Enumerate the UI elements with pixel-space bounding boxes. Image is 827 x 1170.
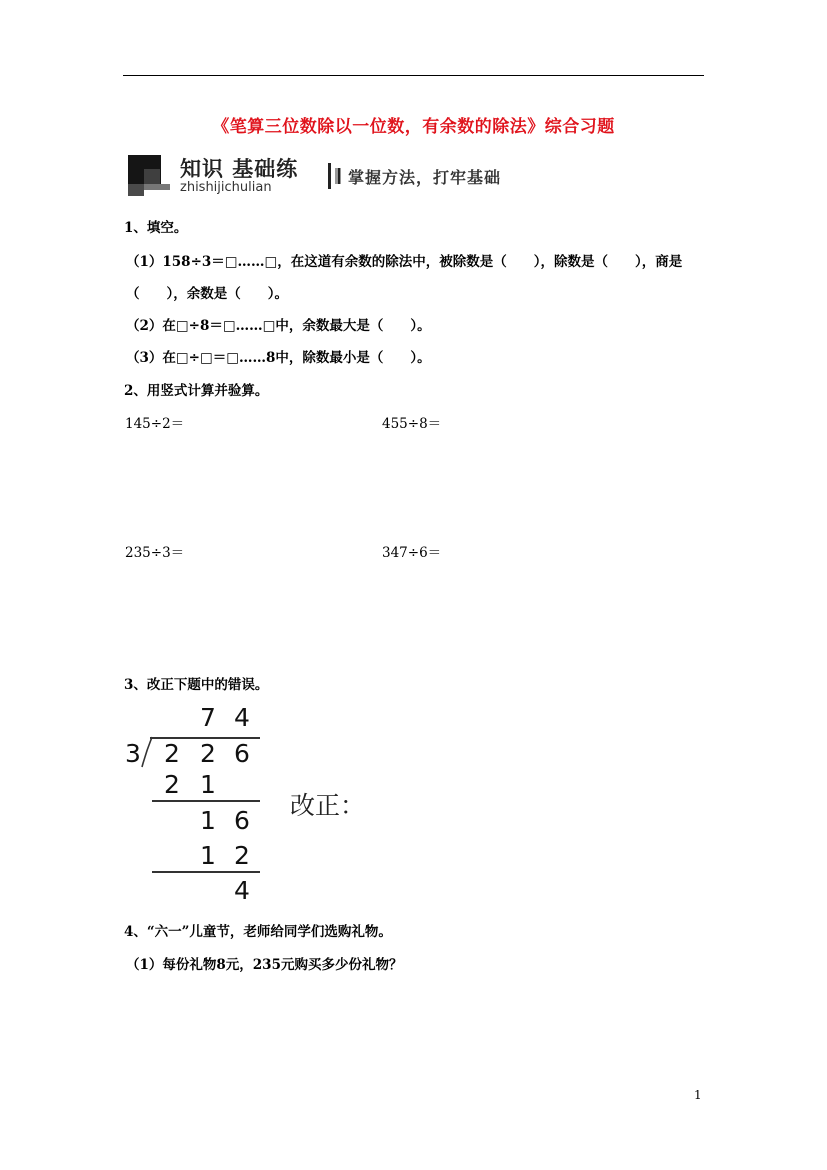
page-title: 《笔算三位数除以一位数，有余数的除法》综合习题 <box>212 117 615 137</box>
remainder-digit: 4 <box>234 876 250 905</box>
q1-heading: 1、填空。 <box>124 220 188 236</box>
dividend-digit: 2 <box>200 739 216 768</box>
q4-part1: （1）每份礼物8元，235元购买多少份礼物？ <box>126 957 403 973</box>
step1-digit: 1 <box>200 770 216 799</box>
banner-logo-block-4 <box>144 184 170 190</box>
correction-label: 改正： <box>290 791 366 820</box>
step1-digit: 2 <box>164 770 180 799</box>
header-rule <box>123 75 704 76</box>
q2-item-2: 455÷8＝ <box>382 416 442 432</box>
division-bracket <box>140 736 156 768</box>
banner-pinyin: zhishijichulian <box>180 180 272 195</box>
q2-item-1: 145÷2＝ <box>125 416 185 432</box>
q1-part1-line1: （1）158÷3＝□……□，在这道有余数的除法中，被除数是（ ），除数是（ ），商是 <box>126 254 683 270</box>
banner-logo-block-3 <box>128 184 144 196</box>
q3-heading: 3、改正下题中的错误。 <box>124 677 269 693</box>
step2-digit: 1 <box>200 806 216 835</box>
q1-part3: （3）在□÷□＝□……8中，除数最小是（ ）。 <box>126 350 431 366</box>
q1-part2: （2）在□÷8＝□……□中，余数最大是（ ）。 <box>126 318 431 334</box>
quotient-digit: 4 <box>234 703 250 732</box>
q2-heading: 2、用竖式计算并验算。 <box>124 383 269 399</box>
page-number: 1 <box>694 1088 702 1102</box>
subtraction-line-2 <box>152 871 260 873</box>
step2-digit: 6 <box>234 806 250 835</box>
banner-logo-block-2 <box>144 169 160 184</box>
step3-digit: 1 <box>200 841 216 870</box>
q2-item-4: 347÷6＝ <box>382 545 442 561</box>
subtraction-line <box>152 800 260 802</box>
divisor: 3 <box>125 739 141 768</box>
banner-heading: 知识 基础练 <box>180 157 299 181</box>
dividend-digit: 2 <box>164 739 180 768</box>
dividend-digit: 6 <box>234 739 250 768</box>
q1-part1-line2: （ ），余数是（ ）。 <box>126 286 288 302</box>
banner-divider <box>328 163 331 189</box>
banner-slogan: 掌握方法，打牢基础 <box>348 168 502 187</box>
quotient-digit: 7 <box>200 703 216 732</box>
q4-heading: 4、“六一”儿童节，老师给同学们选购礼物。 <box>124 924 392 940</box>
section-banner <box>128 150 528 200</box>
banner-divider-3 <box>338 168 340 184</box>
q2-item-3: 235÷3＝ <box>125 545 185 561</box>
step3-digit: 2 <box>234 841 250 870</box>
